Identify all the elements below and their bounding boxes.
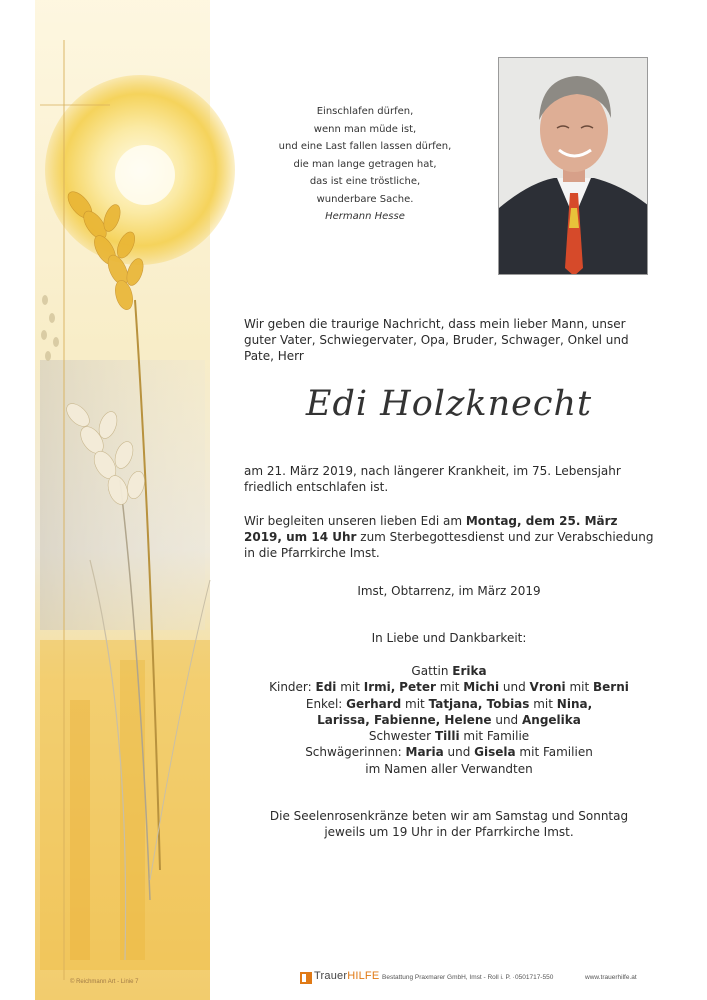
floral-artwork — [0, 0, 250, 1000]
place-date: Imst, Obtarrenz, im März 2019 — [357, 584, 541, 598]
sil-name: Gisela — [474, 745, 516, 760]
family-sister — [244, 728, 654, 744]
brand-main: Trauer — [314, 970, 348, 982]
wife-label: Gattin — [411, 664, 453, 678]
sister-name: Tilli — [434, 729, 460, 744]
wife-name: Erika — [452, 664, 487, 678]
connector: mit — [529, 696, 557, 711]
grandchildren-label: Enkel: — [305, 696, 347, 711]
deceased-name: Edi Holzknecht — [305, 384, 593, 424]
child-name: Vroni — [529, 680, 566, 695]
funeral-notice — [244, 513, 654, 561]
footer-company: Bestattung Praxmarer GmbH, Imst - Roll i. P. · — [382, 974, 515, 981]
poem-line: wenn man müde ist, — [313, 123, 417, 135]
rosary-line: Die Seelenrosenkränze beten wir am Samstag und Sonntag — [269, 809, 629, 823]
family-list — [244, 663, 654, 777]
connector: mit — [401, 696, 429, 711]
gratitude-heading: In Liebe und Dankbarkeit: — [371, 631, 527, 645]
sil-label: Schwägerinnen: — [305, 745, 406, 760]
grandchild-name: Gerhard — [346, 696, 402, 711]
connector: und — [491, 712, 522, 727]
death-notice: am 21. März 2019, nach längerer Krankheit, im 75. Lebensjahr friedlich entschlafen ist. — [244, 464, 621, 494]
sister-suffix: mit Familie — [459, 729, 530, 744]
portrait-image — [499, 58, 648, 275]
footer-website[interactable]: www.trauerhilfe.at — [585, 974, 637, 981]
children-label: Kinder: — [269, 680, 316, 695]
family-children — [244, 679, 654, 695]
family-grandchildren-cont — [244, 712, 654, 728]
child-name: Edi — [315, 680, 337, 695]
partner-name: Berni — [593, 680, 629, 695]
family-wife — [244, 663, 654, 679]
grandchild-name: Larissa, Fabienne, Helene — [317, 712, 492, 727]
family-sisters-in-law — [244, 744, 654, 760]
connector: und — [499, 680, 530, 695]
family-relatives: im Namen aller Verwandten — [365, 761, 533, 776]
poem-line: Einschlafen dürfen, — [316, 106, 414, 117]
funeral-suffix: zum Sterbegottesdienst und zur Verabschiedung in die Pfarrkirche Imst. — [244, 530, 654, 560]
grandchild-name: Tatjana, Tobias — [428, 696, 530, 711]
connector: mit — [565, 680, 594, 695]
art-credit: © Reichmann Art - Linie 7 — [70, 979, 139, 985]
footer — [300, 970, 700, 990]
grandchild-name: Nina, — [556, 696, 593, 711]
poem-line: wunderbare Sache. — [316, 193, 414, 205]
trauerhilfe-logo-icon — [300, 972, 312, 984]
partner-name: Michi — [463, 680, 500, 695]
child-name: Peter — [399, 680, 436, 695]
rosary-line: jeweils um 19 Uhr in der Pfarrkirche Imst. — [324, 825, 574, 839]
sil-suffix: mit Familien — [515, 745, 593, 760]
grandchild-name: Angelika — [522, 712, 581, 727]
funeral-date-time: Montag, dem 25. März 2019, um 14 Uhr — [244, 514, 618, 544]
sister-label: Schwester — [368, 729, 435, 744]
poem-line: die man lange getragen hat, — [293, 158, 437, 170]
poem-line: das ist eine tröstliche, — [309, 176, 421, 187]
portrait-photo — [498, 57, 648, 275]
wheat-watercolor-illustration — [0, 0, 250, 1000]
funeral-prefix: Wir begleiten unseren lieben Edi am — [244, 514, 466, 528]
connector: mit — [336, 680, 364, 695]
poem — [250, 103, 480, 226]
intro-text: Wir geben die traurige Nachricht, dass mein lieber Mann, unser guter Vater, Schwiegervater, Opa, Bruder, Schwager, Onkel und Pate, Herr — [244, 317, 629, 363]
connector: und — [443, 745, 475, 760]
footer-phone: 0501717-550 — [515, 974, 554, 981]
family-grandchildren — [244, 696, 654, 712]
rosary-notice — [244, 808, 654, 840]
connector: mit — [435, 680, 464, 695]
poem-line: und eine Last fallen lassen dürfen, — [278, 141, 452, 152]
footer-brand — [314, 970, 379, 982]
sil-name: Maria — [405, 745, 444, 760]
brand-highlight: HILFE — [347, 970, 380, 982]
partner-name: Irmi, — [363, 680, 396, 695]
poem-author: Hermann Hesse — [325, 211, 405, 222]
